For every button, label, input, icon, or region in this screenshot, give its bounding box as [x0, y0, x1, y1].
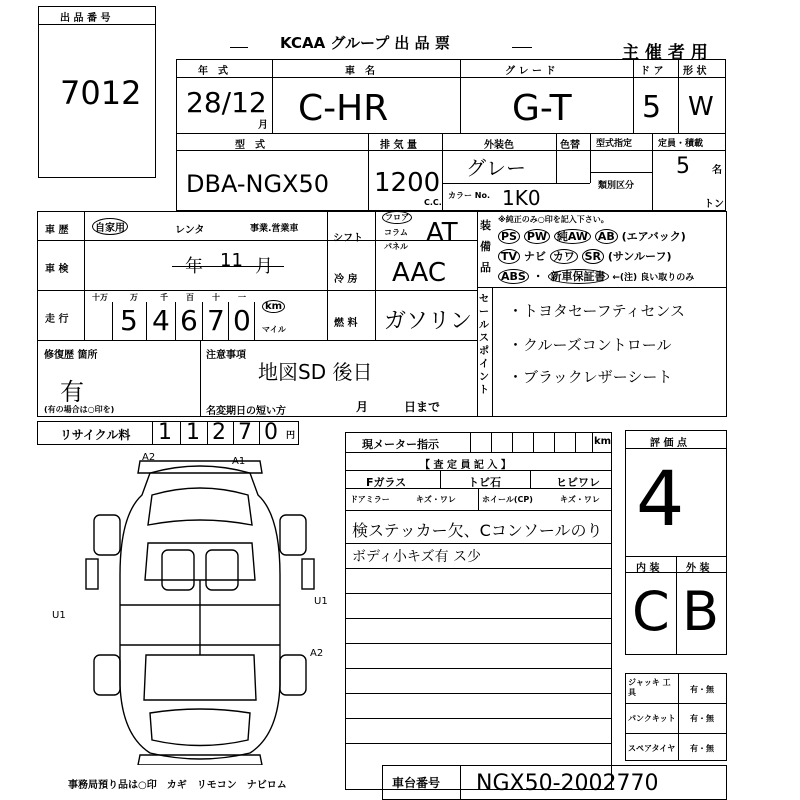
equip-ps: PS: [498, 229, 520, 244]
exterior-label: 外 装: [686, 563, 710, 574]
equip-abs: ABS: [498, 269, 529, 284]
shape-value: W: [688, 92, 714, 122]
person-label: 名: [712, 165, 722, 176]
label-class: 類別区分: [598, 181, 635, 191]
inspection-year-mark: 年: [185, 256, 203, 277]
label-type-cert: 型式指定: [596, 139, 633, 149]
report-chip: トビ石: [468, 476, 501, 489]
digit-label: 一: [238, 293, 246, 302]
sales-point: ・ブラックレザーシート: [508, 368, 673, 386]
score-value: 4: [636, 454, 685, 543]
label-name: 車 名: [345, 66, 375, 77]
repair-note: (有の場合は○印を): [44, 405, 115, 414]
label-history: 車 歴: [45, 225, 69, 236]
recycle-label: リサイクル料: [60, 428, 131, 442]
extra-spare-label: スペアタイヤ: [628, 744, 676, 753]
equip-sr-desc: (サンルーフ): [607, 250, 672, 263]
year-unit: 月: [258, 120, 268, 131]
recycle-unit: 円: [286, 431, 296, 441]
inspection-month-mark: 月: [255, 256, 273, 277]
score-label: 評 価 点: [650, 438, 687, 449]
fuel-value: ガソリン: [384, 309, 473, 334]
label-ac: 冷 房: [334, 274, 358, 285]
label-color-change: 色替: [560, 140, 580, 151]
equipment-label: 装備品: [480, 219, 491, 274]
equipment-note: ※純正のみ○印を記入下さい。: [498, 215, 609, 224]
mileage-digit: 5: [120, 304, 138, 337]
label-notes: 注意事項: [206, 350, 246, 361]
sales-points-label: セールスポイント: [479, 294, 489, 396]
repair-value: 有: [60, 378, 84, 406]
equipment-row3: [498, 268, 694, 284]
history-rental: レンタ: [175, 225, 205, 236]
extra-jack-label: ジャッキ 工具: [628, 678, 671, 697]
model-value: DBA-NGX50: [186, 170, 330, 198]
equipment-row2: [498, 248, 672, 264]
recycle-digit: 1: [158, 420, 172, 445]
chassis-label: 車台番号: [392, 776, 441, 790]
interior-score: C: [632, 580, 670, 643]
equip-aw: 純AW: [554, 229, 591, 244]
notes-value: 地図SD 後日: [258, 360, 373, 384]
cc-label: C.C.: [424, 198, 442, 207]
digit-label: 十: [212, 293, 220, 302]
interior-label: 内 装: [636, 563, 660, 574]
label-shape: 形 状: [683, 66, 707, 77]
shift-floor: フロア: [382, 211, 412, 224]
damage-mark: A2: [142, 452, 156, 463]
grade-value: G-T: [512, 88, 572, 129]
exterior-score: B: [682, 580, 720, 643]
car-diagram: [80, 455, 320, 765]
ac-value: AAC: [392, 258, 446, 288]
lot-number: 7012: [60, 74, 142, 112]
office-items: 事務局預り品は○印 カギ リモコン ナビロム: [68, 780, 287, 791]
label-grade: グ レ ー ド: [505, 66, 556, 77]
mileage-digit: 0: [233, 304, 251, 337]
shift-value: AT: [426, 218, 458, 248]
displacement-value: 1200: [374, 168, 441, 198]
label-fuel: 燃 料: [334, 318, 358, 329]
equipment-row1: [498, 228, 686, 244]
ton-label: トン: [704, 199, 724, 210]
report-line: ボディ小キズ有 ス少: [352, 549, 482, 565]
organizer-label: 主 催 者 用: [622, 43, 708, 63]
year-value: 28/12: [186, 86, 267, 119]
capacity-value: 5: [676, 154, 690, 179]
equip-ab: AB: [595, 229, 618, 244]
recycle-digit: 2: [212, 420, 226, 445]
digit-label: 千: [160, 293, 168, 302]
history-private: 自家用: [92, 218, 128, 235]
label-short-date: 名変期日の短い方: [206, 406, 286, 417]
doors-value: 5: [642, 90, 662, 125]
sales-point: ・トヨタセーフティセンス: [508, 302, 686, 320]
recycle-digit: 7: [238, 420, 252, 445]
extra-jack-value: 有・無: [690, 685, 714, 694]
short-day: 日まで: [404, 400, 441, 414]
label-doors: ド ア: [640, 66, 664, 77]
equip-warranty: 新車保証書: [548, 269, 609, 284]
label-displacement: 排 気 量: [380, 140, 417, 151]
mileage-digit: 4: [152, 304, 170, 337]
short-month: 月: [356, 400, 369, 414]
digit-label: 百: [186, 293, 194, 302]
color-no-label: カラー No.: [448, 191, 491, 200]
report-wheel-dmg: キズ・ワレ: [560, 495, 600, 504]
equip-ab-desc: (エアバック): [621, 230, 686, 243]
extra-spare-value: 有・無: [690, 744, 714, 753]
color-no-value: 1K0: [502, 186, 541, 210]
mile-mark: マイル: [262, 325, 286, 334]
chassis-number: NGX50-2002770: [476, 771, 659, 796]
label-exterior-color: 外装色: [484, 140, 514, 151]
inspection-year-value: 11: [220, 250, 243, 271]
report-mirror: ドアミラー: [350, 495, 390, 504]
meter-unit: km: [594, 436, 612, 447]
mileage-digit: 7: [207, 304, 225, 337]
label-mileage: 走 行: [45, 314, 69, 325]
history-business: 事業.営業車: [250, 224, 299, 234]
equip-tv: TV: [498, 249, 520, 264]
km-mark: km: [262, 300, 285, 313]
report-label: 【 査 定 員 記 入 】: [420, 460, 511, 471]
equip-warranty-note: ←(注) 良い取りのみ: [612, 273, 695, 283]
label-model: 型 式: [235, 140, 265, 151]
label-year: 年 式: [198, 66, 228, 77]
damage-mark: A2: [310, 648, 324, 659]
lot-label: 出 品 番 号: [60, 13, 111, 24]
extra-punct-value: 有・無: [690, 714, 714, 723]
report-fglass: Fガラス: [366, 476, 407, 489]
equip-sep: ・: [532, 270, 544, 283]
equip-navi: ナビ: [523, 250, 546, 263]
car-name: C-HR: [298, 88, 389, 129]
report-wheel: ホイール(CP): [482, 495, 533, 504]
extra-punct-label: パンクキット: [628, 714, 676, 723]
damage-mark: U1: [314, 596, 328, 607]
equip-leather: カワ: [550, 249, 578, 264]
recycle-digit: 0: [264, 420, 278, 445]
damage-mark: U1: [52, 610, 66, 621]
digit-label: 十万: [92, 293, 108, 302]
exterior-color-value: グレー: [466, 156, 526, 180]
label-repair: 修復歴 箇所: [44, 350, 98, 361]
report-crack: ヒビワレ: [556, 476, 600, 489]
recycle-digit: 1: [186, 420, 200, 445]
sales-point: ・クルーズコントロール: [508, 336, 672, 354]
report-mirror-dmg: キズ・ワレ: [416, 495, 456, 504]
mileage-digit: 6: [180, 304, 198, 337]
equip-sr: SR: [582, 249, 604, 264]
report-line: 検ステッカー欠、Cコンソールのり: [352, 521, 603, 540]
digit-label: 万: [130, 293, 138, 302]
shift-column: コラム: [384, 228, 408, 237]
label-inspection: 車 検: [45, 264, 69, 275]
damage-mark: A1: [232, 456, 246, 467]
label-capacity: 定員・積載: [658, 139, 704, 149]
header-title: KCAA グループ 出 品 票: [280, 34, 450, 52]
label-shift: シフト: [333, 233, 363, 244]
shift-panel: パネル: [384, 242, 408, 251]
equip-pw: PW: [524, 229, 550, 244]
meter-label: 現メーター指示: [362, 438, 439, 451]
